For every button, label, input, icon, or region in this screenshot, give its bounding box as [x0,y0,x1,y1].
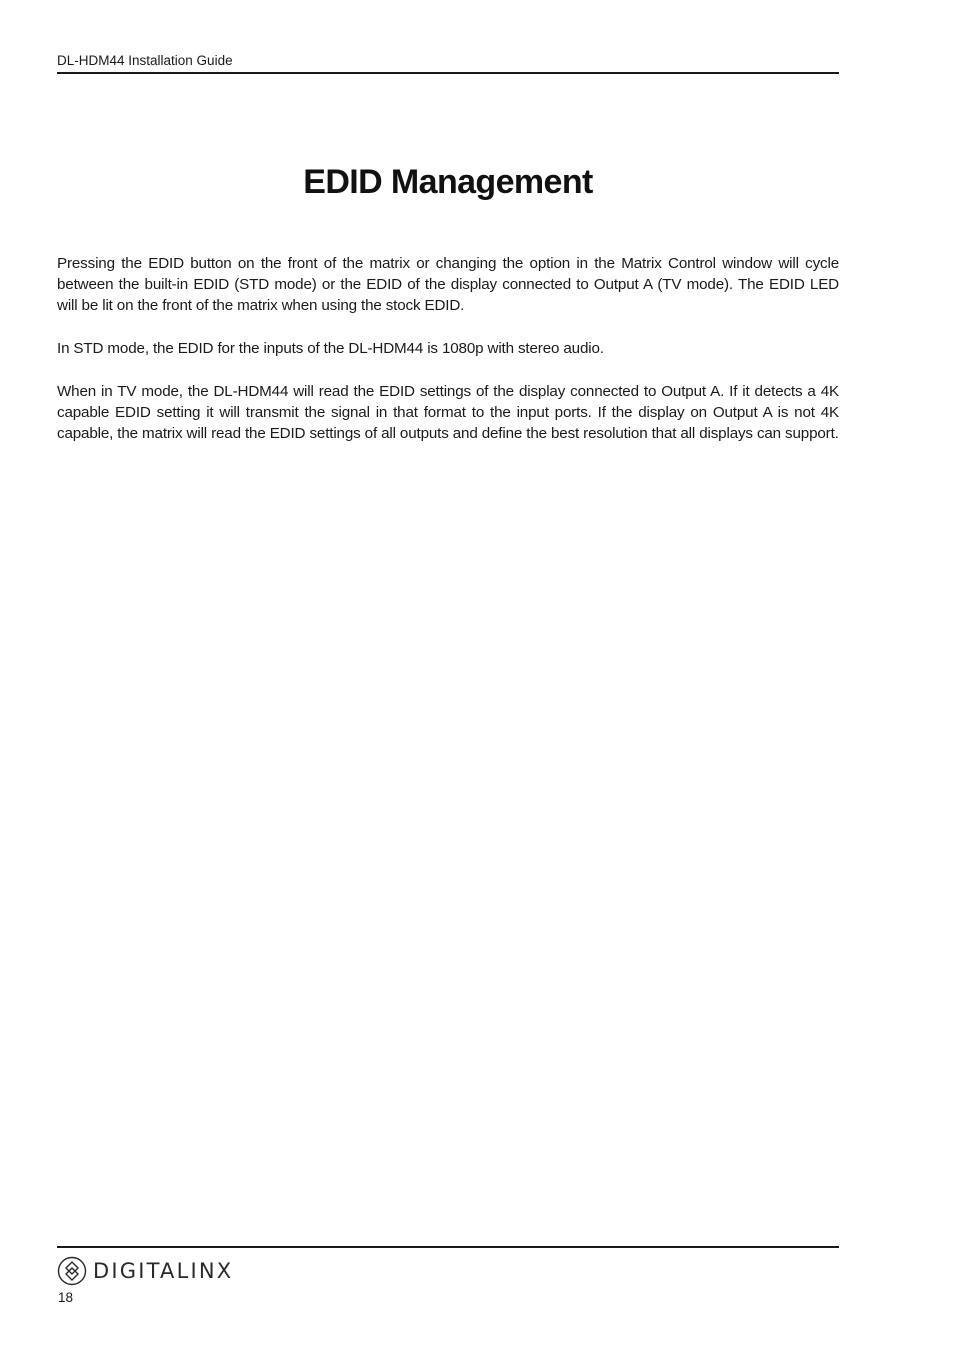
page-header [57,52,839,74]
header-title: DL-HDM44 Installation Guide [57,53,233,68]
paragraph-tv-mode: When in TV mode, the DL-HDM44 will read the EDID settings of the display connected to Output A. If it detects a 4K capable EDID setting it will transmit the signal in that format to the input ports. If the display on Output A is not 4K capable, the matrix will read the EDID settings of all outputs and define the best resolution that all displays can support. [57,383,839,442]
page-number: 18 [58,1290,74,1305]
body-text [57,253,839,466]
paragraph-edid-button: Pressing the EDID button on the front of the matrix or changing the option in the Matrix Control window will cycle between the built-in EDID (STD mode) or the EDID of the display connected to Output A (TV mode). The EDID LED will be lit on the front of the matrix when using the stock EDID. [57,255,839,314]
page-title: EDID Management [303,163,593,201]
logo-wordmark: DIGITALINX [93,1259,234,1283]
footer-logo [57,1255,233,1287]
footer-divider [57,1246,839,1248]
digitalinx-logo-icon [57,1256,87,1286]
paragraph-std-mode: In STD mode, the EDID for the inputs of the DL-HDM44 is 1080p with stereo audio. [57,340,604,357]
